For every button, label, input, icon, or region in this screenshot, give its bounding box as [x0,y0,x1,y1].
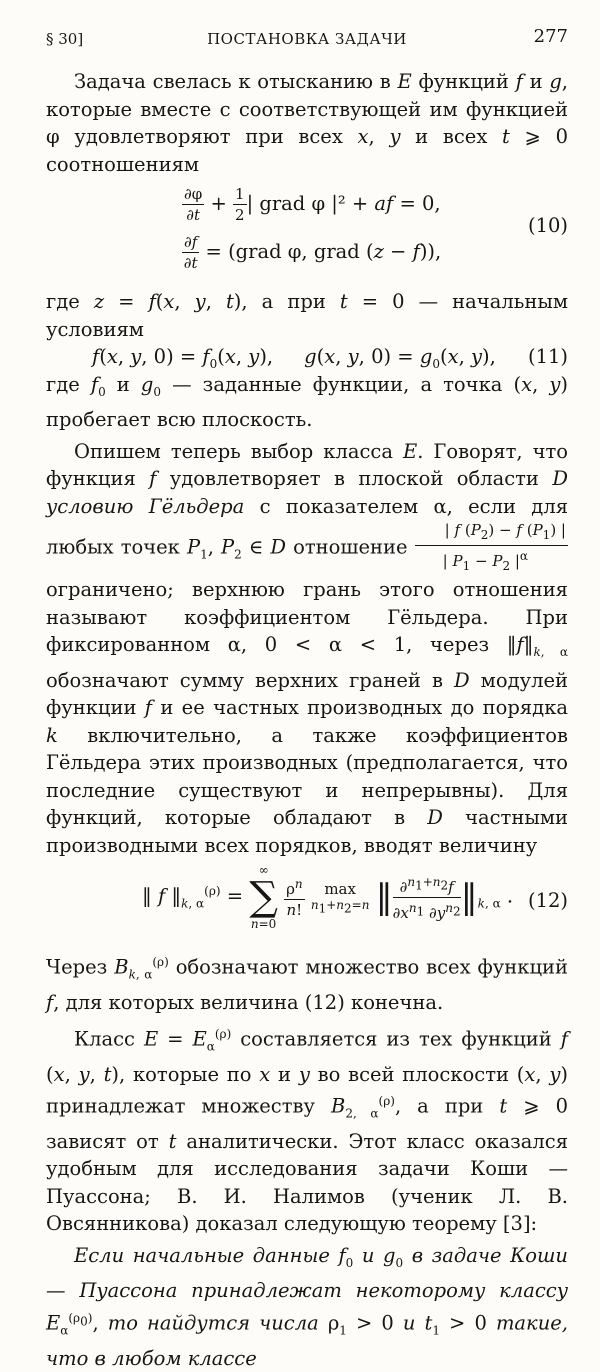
equation-10: $\frac{\partial\varphi}{\partial t}$ + $\frac{1}{2}$ | grad φ |² + af = 0, $\frac{\partial f}{\partial t}$ = (grad φ, grad (z − f)), (10) [183,185,568,272]
section-number: § 30] [46,30,84,48]
equation-12-number: (12) [527,889,568,913]
page-number: 277 [533,26,568,47]
paragraph-3: где $f_0$ и $g_0$ — заданные функции, а точка (x, y) пробегает всю плоскость. [46,373,568,432]
equation-11-number: (11) [527,345,568,368]
paragraph-6: Класс $E = E_\alpha^{(\rho)}$ составляется из тех функций f (x, y, t), которые по x и y во всей плоскости (x, y) принадлежат множеству $B_{2, \alpha}^{(\rho)}$, а при t ⩾ 0 зависят от t аналитически. Этот класс оказался удобным для исследования задачи Коши — Пуассона; В. И. Налимов (ученик Л. В. Овсянникова) доказал следующую теорему [3]: [46,1026,569,1236]
equation-12: ‖ f $‖_{k, \alpha}^{(\rho)}$ = ∞ ∑ n=0 $\frac{\rho^n}{n!}$ max $n_1+n_2=n$ ‖ $\frac{\partial^{n_1+n_2}f}{\partial x^{n_1} \partial y^{n_2}}$ $‖_{k, \alpha}$ . (12) [142,863,568,932]
equation-10-number: (10) [527,214,568,237]
paragraph-1: Задача свелась к отысканию в E функций f и g, которые вместе с соответствующей им функцией φ удовлетворяют при всех x, y и всех t ⩾ 0 соотношениям [46,70,568,176]
equation-11: f(x, y, $0) = f_0(x$, y), g(x, y, $0) = g_0(x$, y), (11) [92,345,568,371]
paragraph-5: Через $B_{k, \alpha}^{(\rho)}$ обозначают множество всех функций f, для которых величина (12) конечна. [46,955,568,1015]
running-header [46,22,568,48]
book-page [46,22,568,1372]
chapter-title: ПОСТАНОВКА ЗАДАЧИ [207,30,407,48]
paragraph-2: где z = f(x, y, t), а при t = 0 — начальным условиям [46,290,569,341]
paragraph-4: Опишем теперь выбор класса E. Говорят, что функция f удовлетворяет в плоской области D условию Гёльдера с показателем α, если для любых точек $P_1$, $P_2$ ∈ D отношение $\frac{| f (P_2) - f (P_1) |}{| P_1 - P_2 |^\alpha}$ ограничено; верхнюю грань этого отношения называют коэффициентом Гёльдера. При фиксированном α, 0 < α < 1, через $‖f‖_{k, \alpha}$ обозначают сумму верхних граней в D модулей функции f и ее частных производных до порядка k включительно, а также коэффициентов Гёльдера этих производных (предполагается, что последние существуют и непрерывны). Для функций, которые обладают в D частными производными всех порядков, вводят величину [46,439,569,857]
paragraph-7: Если начальные данные $f_0$ и $g_0$ в задаче Коши — Пуассона принадлежат некоторому классу $E_\alpha^{(\rho_0)}$, то найдутся числа $\rho_1 > 0$ и $t_1 > 0$ такие, что в любом классе [46,1243,568,1370]
